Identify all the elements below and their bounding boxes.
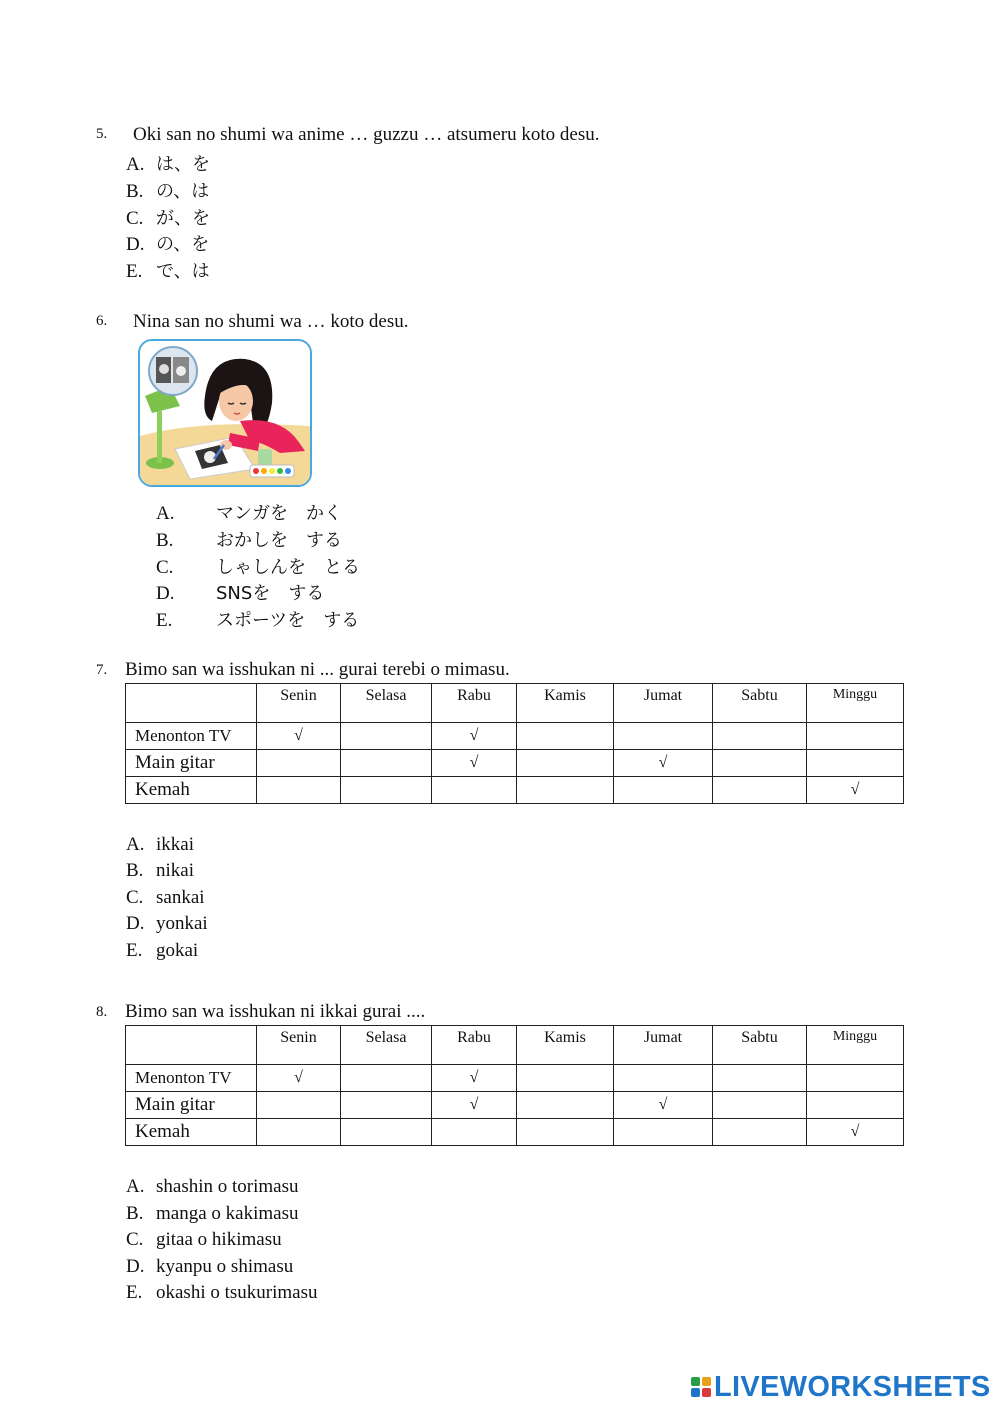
check-cell [257, 1119, 341, 1146]
check-cell: √ [432, 1065, 517, 1092]
row-label: Menonton TV [126, 1065, 257, 1092]
option-text: ikkai [156, 834, 194, 855]
option-letter: A. [126, 1176, 145, 1197]
q7-option-e[interactable] [126, 940, 198, 962]
option-letter: A. [126, 154, 145, 175]
check-cell [432, 1119, 517, 1146]
option-letter: A. [126, 834, 145, 855]
check-cell [614, 1065, 713, 1092]
check-cell [341, 1092, 432, 1119]
row-label: Main gitar [126, 1092, 257, 1119]
table-row [126, 1092, 904, 1119]
q7-option-d[interactable] [126, 913, 208, 935]
table-row [126, 777, 904, 804]
q5-option-d[interactable] [126, 230, 209, 256]
q8-number: 8. [96, 1004, 108, 1020]
day-header: Kamis [517, 1026, 614, 1065]
option-letter: D. [126, 234, 145, 255]
check-cell [432, 777, 517, 804]
liveworksheets-logo[interactable] [691, 1372, 991, 1402]
q7-question-text: Bimo san wa isshukan ni ... gurai terebi o mimasu. [125, 659, 510, 680]
q7-option-b[interactable] [126, 860, 194, 882]
check-cell: √ [432, 723, 517, 750]
check-cell [341, 1119, 432, 1146]
check-cell [807, 1065, 904, 1092]
option-text: kyanpu o shimasu [156, 1256, 294, 1277]
table-row [126, 1119, 904, 1146]
check-cell: √ [807, 777, 904, 804]
day-header: Senin [257, 684, 341, 723]
option-text: SNSを する [216, 583, 325, 604]
q8-option-c[interactable] [126, 1229, 282, 1251]
check-cell [713, 1065, 807, 1092]
check-cell [807, 750, 904, 777]
check-cell [614, 723, 713, 750]
girl-drawing-manga-illustration [138, 339, 312, 487]
row-label: Menonton TV [126, 723, 257, 750]
option-text: おかしを する [216, 530, 342, 551]
option-letter: D. [126, 1256, 145, 1277]
option-text: gokai [156, 940, 199, 961]
option-letter: D. [156, 583, 175, 604]
day-header: Kamis [517, 684, 614, 723]
check-cell [713, 1092, 807, 1119]
table-row [126, 723, 904, 750]
day-header: Sabtu [713, 1026, 807, 1065]
check-cell [257, 777, 341, 804]
check-cell [517, 723, 614, 750]
check-cell [713, 723, 807, 750]
option-text: しゃしんを とる [216, 557, 360, 578]
check-cell [713, 1119, 807, 1146]
option-letter: A. [156, 503, 175, 524]
table-row [126, 750, 904, 777]
option-text: マンガを かく [216, 503, 342, 524]
option-text: の、は [156, 181, 210, 202]
row-label: Main gitar [126, 750, 257, 777]
option-text: スポーツを する [216, 610, 360, 631]
check-cell [517, 750, 614, 777]
q6-question-text: Nina san no shumi wa … koto desu. [133, 311, 409, 332]
q6-option-c[interactable] [156, 553, 360, 579]
q7-option-a[interactable] [126, 834, 194, 856]
check-cell: √ [432, 1092, 517, 1119]
q8-option-a[interactable] [126, 1176, 299, 1198]
corner-cell [126, 684, 257, 723]
day-header: Rabu [432, 684, 517, 723]
day-header: Selasa [341, 1026, 432, 1065]
check-cell: √ [614, 1092, 713, 1119]
q6-option-e[interactable] [156, 606, 359, 632]
q7-number: 7. [96, 662, 108, 678]
check-cell [257, 750, 341, 777]
q6-option-a[interactable] [156, 499, 342, 525]
option-text: yonkai [156, 913, 208, 934]
check-cell: √ [257, 1065, 341, 1092]
option-letter: B. [126, 181, 144, 202]
q6-option-b[interactable] [156, 526, 342, 552]
check-cell [517, 777, 614, 804]
check-cell [341, 777, 432, 804]
option-text: で、は [156, 261, 210, 282]
q8-schedule-table [125, 1025, 904, 1146]
day-header: Jumat [614, 684, 713, 723]
q5-question-text: Oki san no shumi wa anime … guzzu … atsumeru koto desu. [133, 124, 600, 145]
q5-number: 5. [96, 126, 108, 142]
day-header: Minggu [807, 1026, 904, 1065]
option-letter: E. [156, 610, 173, 631]
q8-option-b[interactable] [126, 1203, 298, 1225]
check-cell: √ [257, 723, 341, 750]
day-header: Sabtu [713, 684, 807, 723]
option-letter: C. [126, 887, 144, 908]
check-cell [517, 1092, 614, 1119]
option-letter: E. [126, 940, 143, 961]
option-text: は、を [156, 154, 210, 175]
q5-option-c[interactable] [126, 204, 210, 230]
table-header-row [126, 1026, 904, 1065]
logo-grid-icon [691, 1377, 711, 1397]
check-cell [807, 1092, 904, 1119]
row-label: Kemah [126, 1119, 257, 1146]
check-cell [614, 777, 713, 804]
option-text: shashin o torimasu [156, 1176, 299, 1197]
option-letter: B. [126, 860, 144, 881]
option-letter: C. [156, 557, 174, 578]
option-letter: E. [126, 261, 143, 282]
q7-schedule-table [125, 683, 904, 804]
corner-cell [126, 1026, 257, 1065]
option-text: が、を [156, 208, 210, 229]
check-cell [517, 1065, 614, 1092]
day-header: Selasa [341, 684, 432, 723]
row-label: Kemah [126, 777, 257, 804]
check-cell [257, 1092, 341, 1119]
check-cell [713, 777, 807, 804]
option-letter: E. [126, 1282, 143, 1303]
table-row [126, 1065, 904, 1092]
day-header: Jumat [614, 1026, 713, 1065]
option-text: okashi o tsukurimasu [156, 1282, 318, 1303]
logo-wordmark: LIVEWORKSHEETS [714, 1370, 991, 1403]
option-letter: D. [126, 913, 145, 934]
day-header: Minggu [807, 684, 904, 723]
check-cell [807, 723, 904, 750]
option-letter: C. [126, 1229, 144, 1250]
option-letter: C. [126, 208, 144, 229]
day-header: Senin [257, 1026, 341, 1065]
check-cell [341, 1065, 432, 1092]
option-text: manga o kakimasu [156, 1203, 299, 1224]
option-text: の、を [156, 234, 210, 255]
table-header-row [126, 684, 904, 723]
q8-option-d[interactable] [126, 1256, 293, 1278]
day-header: Rabu [432, 1026, 517, 1065]
q6-option-d[interactable] [156, 579, 324, 605]
option-text: nikai [156, 860, 194, 881]
q5-option-a[interactable] [126, 150, 210, 176]
check-cell [341, 750, 432, 777]
q8-option-e[interactable] [126, 1282, 318, 1304]
q5-option-b[interactable] [126, 177, 209, 203]
option-text: gitaa o hikimasu [156, 1229, 282, 1250]
option-letter: B. [126, 1203, 144, 1224]
q6-number: 6. [96, 313, 108, 329]
check-cell [341, 723, 432, 750]
q5-option-e[interactable] [126, 257, 210, 283]
check-cell [713, 750, 807, 777]
q8-question-text: Bimo san wa isshukan ni ikkai gurai .... [125, 1001, 426, 1022]
check-cell: √ [807, 1119, 904, 1146]
check-cell: √ [432, 750, 517, 777]
q7-option-c[interactable] [126, 887, 205, 909]
check-cell [614, 1119, 713, 1146]
option-letter: B. [156, 530, 174, 551]
check-cell [517, 1119, 614, 1146]
check-cell: √ [614, 750, 713, 777]
option-text: sankai [156, 887, 205, 908]
